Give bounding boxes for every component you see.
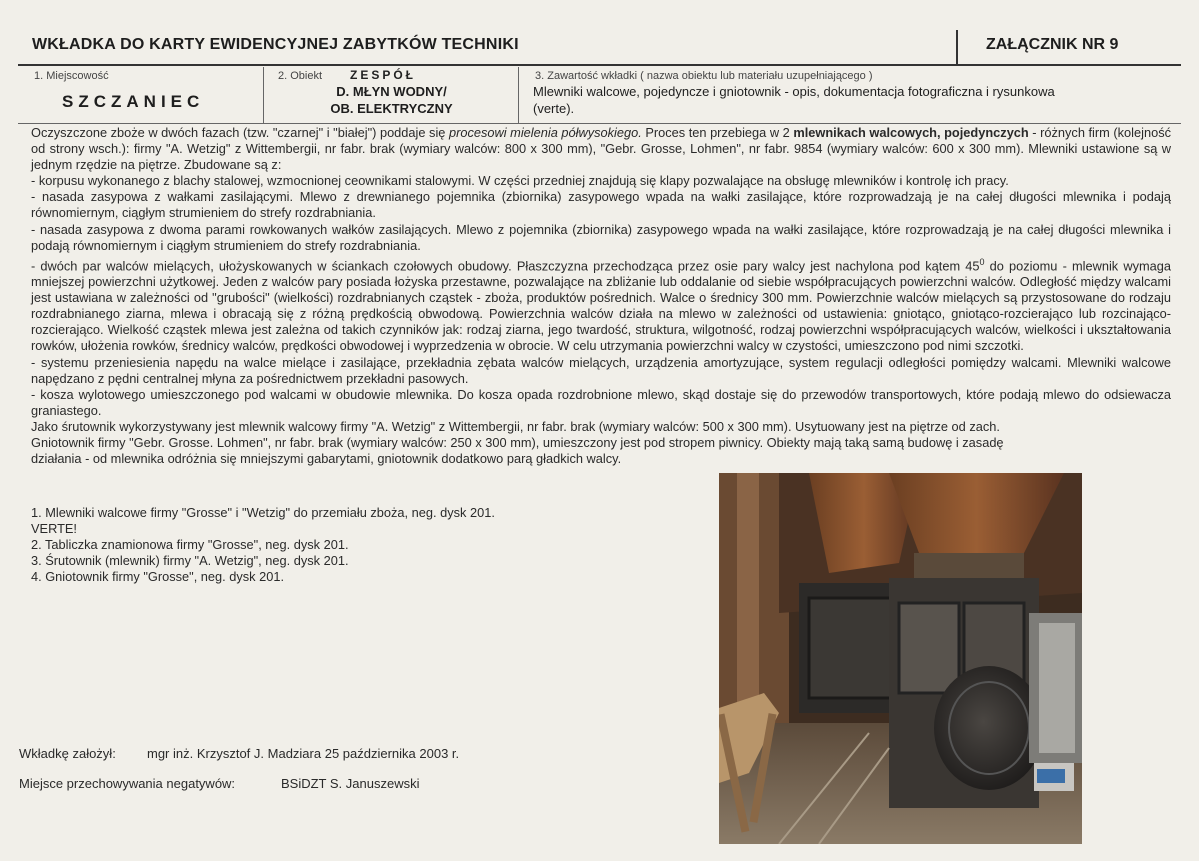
- crusher-paragraph-b: działania - od mlewnika odróżnia się mniejszymi gabarytami, gniotownik dodatkowo parą gładkich walcy.: [31, 451, 622, 467]
- item-feed-rollers: - nasada zasypowa z wałkami zasilającymi. Mlewo z drewnianego pojemnika (zbiornika) zasypowego wpada na wałki zasilające, które rozprowadzają je na całej długości mlewnika i podają równomiernym, ciągłym strumieniem do strefy rozdrabniania.: [31, 189, 1171, 221]
- header-rule: [18, 64, 1181, 66]
- meta-rule: [18, 123, 1181, 124]
- intro-italic: procesowi mielenia półwysokiego.: [448, 125, 642, 140]
- negatives-storage-label: Miejsce przechowywania negatywów:: [19, 776, 236, 791]
- meta-table: [18, 67, 1181, 123]
- header-bar: [18, 30, 1181, 64]
- item-drive: - systemu przeniesienia napędu na walce mielące i zasilające, przekładnia zębata walców mielących, urządzenia amortyzujące, system regulacji odległości pomiędzy walcami. Mlewniki walcowe napędzano z pędni centralnej młyna za pośrednictwem przekładni pasowych.: [31, 354, 1171, 386]
- roller-mills-photo: [719, 473, 1082, 844]
- intro-part-b: Proces ten przebiega w 2: [641, 125, 794, 140]
- created-by-label: Wkładkę założył:: [19, 746, 116, 761]
- intro-bold: mlewnikach walcowych, pojedynczych: [793, 125, 1029, 140]
- contents-label: 3. Zawartość wkładki ( nazwa obiektu lub materiału uzupełniającego ): [535, 70, 873, 82]
- card-title: WKŁADKA DO KARTY EWIDENCYJNEJ ZABYTKÓW TECHNIKI: [32, 36, 519, 53]
- object-name-line-2: OB. ELEKTRYCZNY: [330, 101, 453, 116]
- object-prefix: ZESPÓŁ: [350, 68, 417, 82]
- item-hopper: - kosza wylotowego umieszczonego pod walcami w obudowie mlewnika. Do kosza opada rozdrobnione mlewo, skąd dostaje się do przewodów transportowych, które podają mlewo do odsiewacza graniastego.: [31, 386, 1171, 418]
- intro-part-a: Oczyszczone zboże w dwóch fazach (tzw. "czarnej" i "białej") poddaje się: [31, 125, 449, 140]
- object-label: 2. Obiekt: [278, 70, 323, 82]
- caption-item: 4. Gniotownik firmy "Grosse", neg. dysk 201.: [31, 569, 285, 585]
- photo-captions: [31, 505, 691, 585]
- contents-cell: [519, 67, 1181, 123]
- caption-item: VERTE!: [31, 521, 77, 537]
- intro-paragraph: [31, 125, 1171, 173]
- negatives-storage-value: BSiDZT S. Januszewski: [281, 776, 420, 791]
- crusher-paragraph-a: Gniotownik firmy "Gebr. Grosse. Lohmen", nr fabr. brak (wymiary walców: 250 x 300 mm), umieszczony jest pod stropem piwnicy. Obiekty mają taką samą budowę i zasadę: [31, 435, 1004, 451]
- rolls-part-a: - dwóch par walców mielących, ułożyskowanych w ściankach czołowych obudowy. Płaszczyzna przechodząca przez osie pary walcy jest nachylona pod kątem 45: [31, 258, 980, 274]
- locality-cell: [18, 67, 264, 123]
- object-cell: [264, 67, 519, 123]
- contents-value: Mlewniki walcowe, pojedyncze i gniotownik - opis, dokumentacja fotograficzna i rysunkowa (verte).: [533, 84, 1055, 116]
- annex-number: ZAŁĄCZNIK NR 9: [986, 36, 1119, 53]
- intro-part-c: - różnych firm (kolejność od strony wsch.): firmy "A. Wetzig" z Wittembergii, nr fabr. brak (wymiary walców: 800 x 300 mm), "Gebr. Grosse, Lohmen", nr fabr. 9854 (wymiary walców: 600 x 300 mm). Mlewniki ustawione są w jednym rzędzie na piętrze. Zbudowane są z:: [31, 125, 1171, 173]
- photo-illustration: [719, 473, 1082, 844]
- header-divider: [956, 30, 958, 64]
- object-name-line-1: D. MŁYN WODNY/: [336, 84, 447, 99]
- grinder-paragraph: Jako śrutownik wykorzystywany jest mlewnik walcowy firmy "A. Wetzig" z Wittembergii, nr fabr. brak (wymiary walców: 500 x 300 mm). Usytuowany jest na piętrze od zach.: [31, 418, 1000, 434]
- item-grinding-rolls: [31, 254, 1171, 355]
- created-by-value: mgr inż. Krzysztof J. Madziara 25 października 2003 r.: [147, 746, 460, 761]
- degree-sup: 0: [979, 256, 985, 267]
- item-feed-pairs: - nasada zasypowa z dwoma parami rowkowanych wałków zasilających. Mlewo z pojemnika (zbiornika) zasypowego wpada na wałki zasilające, które rozprowadzają je na całej długości mlewnika i podają równomiernym i ciągłym strumieniem do strefy rozdrabniania.: [31, 221, 1171, 253]
- locality-value: SZCZANIEC: [62, 92, 205, 111]
- description-text: [31, 125, 1171, 467]
- locality-label: 1. Miejscowość: [34, 70, 109, 82]
- caption-item: 3. Śrutownik (mlewnik) firmy "A. Wetzig", neg. dysk 201.: [31, 553, 349, 569]
- caption-item: 2. Tabliczka znamionowa firmy "Grosse", neg. dysk 201.: [31, 537, 349, 553]
- item-body: - korpusu wykonanego z blachy stalowej, wzmocnionej ceownikami stalowymi. W części przedniej znajdują się klapy pozwalające na obsługę mlewników i kontrolę ich pracy.: [31, 173, 1009, 189]
- caption-item: 1. Mlewniki walcowe firmy "Grosse" i "Wetzig" do przemiału zboża, neg. dysk 201.: [31, 505, 495, 520]
- rolls-part-b: do poziomu - mlewnik wymaga mniejszej powierzchni użytkowej. Jeden z walców pary posiada łożyska przestawne, pozwalające na zbliżanie lub oddalanie od siebie współpracujących powierzchni walców. Odległość między walcami jest ustawiana w zależności od "grubości" (wielkości) rozdrabnianych cząstek - zboża, produktów pośrednich. Walce o średnicy 300 mm. Powierzchnie walców mielących są przystosowane do rodzaju rozdrabnianego ziarna, mlewa i obracają się z różną prędkością obwodową. Powierzchnia walców działa na mlewo w zależności od ustawienia: gniotąco, gniotąco-rozcierająco lub rozcinająco-rozcierająco. Wielkość cząstek mlewa jest zależna od takich czynników jak: rodzaj ziarna, jego twardość, struktura, wilgotność, rodzaj powierzchni współpracujących walców, wielkości i ukształtowania rowków, ułożenia rowków, średnicy walców, prędkości obwodowej i wyprzedzenia w obrocie. W celu utrzymania powierzchni walcy w czystości, umieszczono pod nimi szczotki.: [31, 258, 1172, 354]
